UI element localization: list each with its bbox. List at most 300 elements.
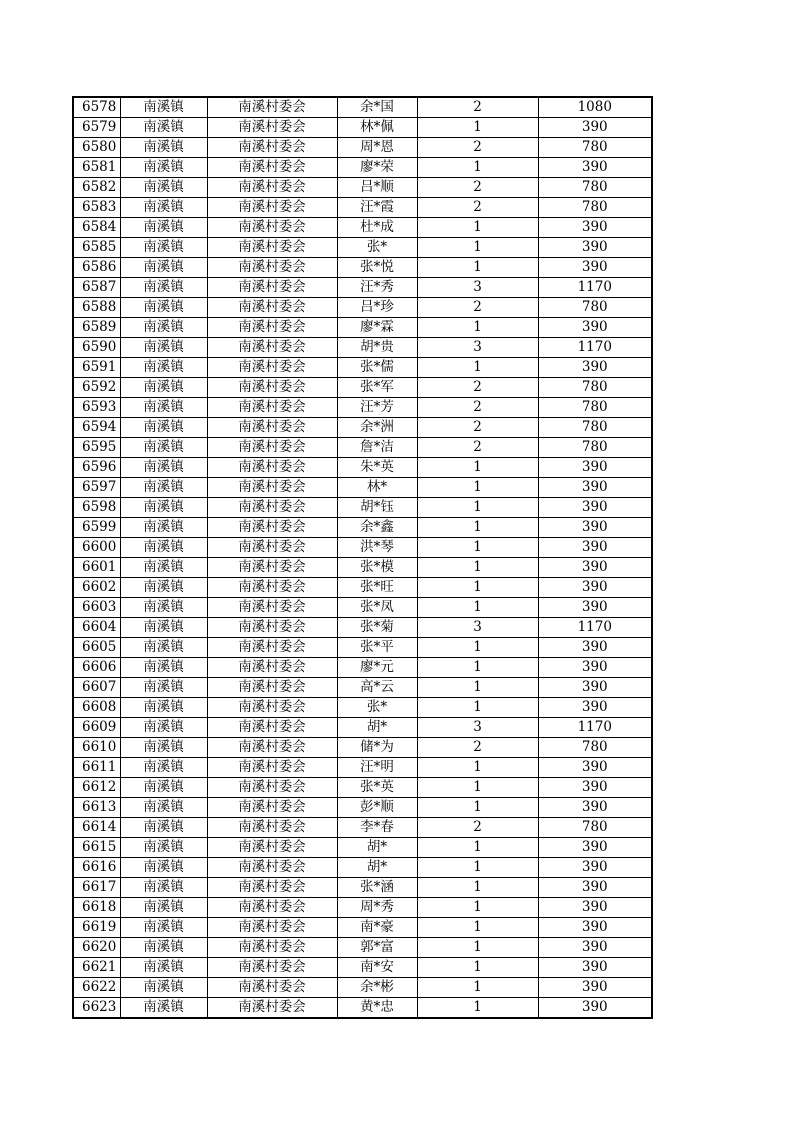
town-cell: 南溪镇 [120,938,207,958]
household-size-cell: 1 [417,898,538,918]
town-cell: 南溪镇 [120,478,207,498]
amount-cell: 390 [538,658,652,678]
amount-cell: 390 [538,518,652,538]
table-row [73,798,652,818]
table-row [73,478,652,498]
amount-cell: 780 [538,438,652,458]
name-cell: 张*凤 [337,598,417,618]
table-row [73,178,652,198]
amount-cell: 390 [538,118,652,138]
name-cell: 汪*霞 [337,198,417,218]
name-cell: 汪*秀 [337,278,417,298]
village-committee-cell: 南溪村委会 [207,398,337,418]
town-cell: 南溪镇 [120,438,207,458]
row-number-cell: 6608 [73,698,120,718]
amount-cell: 1080 [538,97,652,118]
amount-cell: 390 [538,218,652,238]
amount-cell: 390 [538,898,652,918]
row-number-cell: 6586 [73,258,120,278]
table-row [73,758,652,778]
row-number-cell: 6603 [73,598,120,618]
row-number-cell: 6593 [73,398,120,418]
name-cell: 胡* [337,858,417,878]
row-number-cell: 6609 [73,718,120,738]
name-cell: 汪*芳 [337,398,417,418]
name-cell: 张*平 [337,638,417,658]
amount-cell: 780 [538,178,652,198]
name-cell: 吕*顺 [337,178,417,198]
name-cell: 张* [337,238,417,258]
row-number-cell: 6589 [73,318,120,338]
village-committee-cell: 南溪村委会 [207,658,337,678]
row-number-cell: 6611 [73,758,120,778]
household-size-cell: 2 [417,818,538,838]
village-committee-cell: 南溪村委会 [207,778,337,798]
table-row [73,138,652,158]
town-cell: 南溪镇 [120,658,207,678]
row-number-cell: 6620 [73,938,120,958]
town-cell: 南溪镇 [120,998,207,1019]
amount-cell: 390 [538,778,652,798]
town-cell: 南溪镇 [120,378,207,398]
town-cell: 南溪镇 [120,718,207,738]
table-row [73,158,652,178]
household-size-cell: 1 [417,458,538,478]
table-row [73,358,652,378]
name-cell: 彭*顺 [337,798,417,818]
town-cell: 南溪镇 [120,798,207,818]
name-cell: 杜*成 [337,218,417,238]
amount-cell: 390 [538,958,652,978]
household-size-cell: 3 [417,278,538,298]
town-cell: 南溪镇 [120,778,207,798]
town-cell: 南溪镇 [120,238,207,258]
village-committee-cell: 南溪村委会 [207,538,337,558]
amount-cell: 390 [538,698,652,718]
name-cell: 胡*钰 [337,498,417,518]
town-cell: 南溪镇 [120,898,207,918]
table-row [73,658,652,678]
row-number-cell: 6587 [73,278,120,298]
row-number-cell: 6617 [73,878,120,898]
village-committee-cell: 南溪村委会 [207,758,337,778]
household-size-cell: 2 [417,418,538,438]
village-committee-cell: 南溪村委会 [207,838,337,858]
row-number-cell: 6613 [73,798,120,818]
row-number-cell: 6583 [73,198,120,218]
table-row [73,278,652,298]
name-cell: 张* [337,698,417,718]
row-number-cell: 6606 [73,658,120,678]
row-number-cell: 6600 [73,538,120,558]
household-size-cell: 2 [417,738,538,758]
name-cell: 詹*洁 [337,438,417,458]
town-cell: 南溪镇 [120,398,207,418]
village-committee-cell: 南溪村委会 [207,438,337,458]
village-committee-cell: 南溪村委会 [207,738,337,758]
amount-cell: 780 [538,138,652,158]
name-cell: 郭*富 [337,938,417,958]
household-size-cell: 1 [417,938,538,958]
town-cell: 南溪镇 [120,698,207,718]
household-size-cell: 1 [417,598,538,618]
row-number-cell: 6595 [73,438,120,458]
town-cell: 南溪镇 [120,538,207,558]
row-number-cell: 6579 [73,118,120,138]
name-cell: 南*安 [337,958,417,978]
row-number-cell: 6581 [73,158,120,178]
table-row [73,258,652,278]
amount-cell: 1170 [538,338,652,358]
amount-cell: 780 [538,378,652,398]
amount-cell: 390 [538,478,652,498]
name-cell: 张*儒 [337,358,417,378]
table-row [73,97,652,118]
table-row [73,738,652,758]
name-cell: 胡* [337,838,417,858]
household-size-cell: 1 [417,218,538,238]
table-row [73,778,652,798]
row-number-cell: 6598 [73,498,120,518]
name-cell: 余*洲 [337,418,417,438]
household-size-cell: 2 [417,178,538,198]
town-cell: 南溪镇 [120,598,207,618]
household-size-cell: 1 [417,778,538,798]
household-size-cell: 1 [417,858,538,878]
name-cell: 余*彬 [337,978,417,998]
amount-cell: 390 [538,978,652,998]
village-committee-cell: 南溪村委会 [207,978,337,998]
row-number-cell: 6590 [73,338,120,358]
town-cell: 南溪镇 [120,858,207,878]
table-row [73,238,652,258]
name-cell: 朱*英 [337,458,417,478]
household-size-cell: 1 [417,798,538,818]
name-cell: 余*国 [337,97,417,118]
household-size-cell: 1 [417,998,538,1019]
village-committee-cell: 南溪村委会 [207,258,337,278]
town-cell: 南溪镇 [120,498,207,518]
row-number-cell: 6594 [73,418,120,438]
village-committee-cell: 南溪村委会 [207,638,337,658]
amount-cell: 390 [538,578,652,598]
town-cell: 南溪镇 [120,678,207,698]
name-cell: 张*悦 [337,258,417,278]
household-size-cell: 1 [417,638,538,658]
row-number-cell: 6591 [73,358,120,378]
village-committee-cell: 南溪村委会 [207,918,337,938]
name-cell: 胡*贵 [337,338,417,358]
household-size-cell: 1 [417,978,538,998]
village-committee-cell: 南溪村委会 [207,218,337,238]
table-row [73,638,652,658]
town-cell: 南溪镇 [120,338,207,358]
table-row [73,958,652,978]
amount-cell: 390 [538,538,652,558]
name-cell: 李*春 [337,818,417,838]
household-size-cell: 2 [417,138,538,158]
table-row [73,498,652,518]
town-cell: 南溪镇 [120,558,207,578]
amount-cell: 390 [538,678,652,698]
village-committee-cell: 南溪村委会 [207,518,337,538]
name-cell: 高*云 [337,678,417,698]
town-cell: 南溪镇 [120,358,207,378]
town-cell: 南溪镇 [120,878,207,898]
town-cell: 南溪镇 [120,758,207,778]
table-row [73,718,652,738]
household-size-cell: 2 [417,97,538,118]
row-number-cell: 6618 [73,898,120,918]
household-size-cell: 1 [417,538,538,558]
table-row [73,418,652,438]
amount-cell: 780 [538,298,652,318]
town-cell: 南溪镇 [120,738,207,758]
table-row [73,878,652,898]
amount-cell: 780 [538,398,652,418]
name-cell: 张*英 [337,778,417,798]
amount-cell: 390 [538,558,652,578]
amount-cell: 390 [538,938,652,958]
table-row [73,438,652,458]
village-committee-cell: 南溪村委会 [207,858,337,878]
name-cell: 胡* [337,718,417,738]
amount-cell: 1170 [538,618,652,638]
amount-cell: 390 [538,878,652,898]
row-number-cell: 6585 [73,238,120,258]
table-row [73,678,652,698]
town-cell: 南溪镇 [120,458,207,478]
amount-cell: 390 [538,238,652,258]
table-row [73,318,652,338]
household-size-cell: 3 [417,618,538,638]
table-row [73,558,652,578]
row-number-cell: 6599 [73,518,120,538]
village-committee-cell: 南溪村委会 [207,598,337,618]
name-cell: 黄*忠 [337,998,417,1019]
household-size-cell: 3 [417,338,538,358]
town-cell: 南溪镇 [120,518,207,538]
table-row [73,618,652,638]
row-number-cell: 6615 [73,838,120,858]
amount-cell: 780 [538,738,652,758]
village-committee-cell: 南溪村委会 [207,618,337,638]
village-committee-cell: 南溪村委会 [207,338,337,358]
household-size-cell: 1 [417,318,538,338]
name-cell: 廖*荣 [337,158,417,178]
household-size-cell: 1 [417,658,538,678]
table-row [73,458,652,478]
village-committee-cell: 南溪村委会 [207,138,337,158]
amount-cell: 780 [538,418,652,438]
name-cell: 余*鑫 [337,518,417,538]
name-cell: 洪*琴 [337,538,417,558]
town-cell: 南溪镇 [120,978,207,998]
town-cell: 南溪镇 [120,138,207,158]
village-committee-cell: 南溪村委会 [207,558,337,578]
row-number-cell: 6619 [73,918,120,938]
town-cell: 南溪镇 [120,97,207,118]
village-committee-cell: 南溪村委会 [207,198,337,218]
village-committee-cell: 南溪村委会 [207,158,337,178]
town-cell: 南溪镇 [120,318,207,338]
village-committee-cell: 南溪村委会 [207,478,337,498]
household-size-cell: 1 [417,958,538,978]
household-size-cell: 1 [417,578,538,598]
town-cell: 南溪镇 [120,298,207,318]
amount-cell: 390 [538,458,652,478]
household-size-cell: 1 [417,358,538,378]
town-cell: 南溪镇 [120,838,207,858]
household-subsidy-table [72,96,653,1019]
amount-cell: 390 [538,158,652,178]
village-committee-cell: 南溪村委会 [207,178,337,198]
row-number-cell: 6614 [73,818,120,838]
village-committee-cell: 南溪村委会 [207,418,337,438]
town-cell: 南溪镇 [120,278,207,298]
household-size-cell: 2 [417,378,538,398]
name-cell: 南*豪 [337,918,417,938]
amount-cell: 390 [538,358,652,378]
amount-cell: 390 [538,318,652,338]
village-committee-cell: 南溪村委会 [207,458,337,478]
table-row [73,398,652,418]
name-cell: 汪*明 [337,758,417,778]
village-committee-cell: 南溪村委会 [207,118,337,138]
village-committee-cell: 南溪村委会 [207,938,337,958]
table-row [73,898,652,918]
table-row [73,298,652,318]
row-number-cell: 6597 [73,478,120,498]
household-size-cell: 1 [417,758,538,778]
row-number-cell: 6582 [73,178,120,198]
village-committee-cell: 南溪村委会 [207,378,337,398]
name-cell: 林*佩 [337,118,417,138]
household-size-cell: 1 [417,238,538,258]
name-cell: 张*涵 [337,878,417,898]
village-committee-cell: 南溪村委会 [207,818,337,838]
table-row [73,998,652,1019]
table-row [73,198,652,218]
village-committee-cell: 南溪村委会 [207,97,337,118]
village-committee-cell: 南溪村委会 [207,358,337,378]
row-number-cell: 6601 [73,558,120,578]
village-committee-cell: 南溪村委会 [207,878,337,898]
table-row [73,698,652,718]
row-number-cell: 6612 [73,778,120,798]
household-size-cell: 2 [417,438,538,458]
amount-cell: 1170 [538,718,652,738]
village-committee-cell: 南溪村委会 [207,678,337,698]
household-size-cell: 1 [417,478,538,498]
name-cell: 张*菊 [337,618,417,638]
village-committee-cell: 南溪村委会 [207,278,337,298]
town-cell: 南溪镇 [120,118,207,138]
table-row [73,938,652,958]
row-number-cell: 6607 [73,678,120,698]
town-cell: 南溪镇 [120,918,207,938]
household-size-cell: 1 [417,258,538,278]
row-number-cell: 6584 [73,218,120,238]
household-size-cell: 1 [417,118,538,138]
amount-cell: 390 [538,638,652,658]
village-committee-cell: 南溪村委会 [207,498,337,518]
village-committee-cell: 南溪村委会 [207,718,337,738]
row-number-cell: 6596 [73,458,120,478]
village-committee-cell: 南溪村委会 [207,578,337,598]
table-row [73,578,652,598]
row-number-cell: 6621 [73,958,120,978]
row-number-cell: 6588 [73,298,120,318]
table-row [73,818,652,838]
amount-cell: 390 [538,918,652,938]
name-cell: 吕*珍 [337,298,417,318]
household-size-cell: 3 [417,718,538,738]
row-number-cell: 6580 [73,138,120,158]
household-size-cell: 1 [417,558,538,578]
village-committee-cell: 南溪村委会 [207,898,337,918]
table-row [73,918,652,938]
table-row [73,978,652,998]
row-number-cell: 6623 [73,998,120,1019]
village-committee-cell: 南溪村委会 [207,238,337,258]
town-cell: 南溪镇 [120,158,207,178]
table-row [73,838,652,858]
village-committee-cell: 南溪村委会 [207,798,337,818]
amount-cell: 780 [538,818,652,838]
village-committee-cell: 南溪村委会 [207,698,337,718]
amount-cell: 390 [538,838,652,858]
amount-cell: 390 [538,598,652,618]
household-size-cell: 1 [417,158,538,178]
amount-cell: 390 [538,258,652,278]
town-cell: 南溪镇 [120,578,207,598]
amount-cell: 390 [538,758,652,778]
name-cell: 储*为 [337,738,417,758]
town-cell: 南溪镇 [120,178,207,198]
row-number-cell: 6604 [73,618,120,638]
row-number-cell: 6578 [73,97,120,118]
household-size-cell: 1 [417,518,538,538]
town-cell: 南溪镇 [120,218,207,238]
amount-cell: 390 [538,798,652,818]
household-size-cell: 1 [417,838,538,858]
table-row [73,338,652,358]
amount-cell: 390 [538,998,652,1019]
name-cell: 林* [337,478,417,498]
name-cell: 张*军 [337,378,417,398]
row-number-cell: 6610 [73,738,120,758]
name-cell: 张*模 [337,558,417,578]
table-row [73,858,652,878]
village-committee-cell: 南溪村委会 [207,958,337,978]
village-committee-cell: 南溪村委会 [207,318,337,338]
name-cell: 周*恩 [337,138,417,158]
amount-cell: 390 [538,498,652,518]
household-size-cell: 1 [417,698,538,718]
row-number-cell: 6605 [73,638,120,658]
household-size-cell: 2 [417,398,538,418]
village-committee-cell: 南溪村委会 [207,298,337,318]
name-cell: 廖*霖 [337,318,417,338]
town-cell: 南溪镇 [120,618,207,638]
household-size-cell: 1 [417,918,538,938]
village-committee-cell: 南溪村委会 [207,998,337,1019]
household-size-cell: 1 [417,498,538,518]
household-size-cell: 1 [417,878,538,898]
amount-cell: 1170 [538,278,652,298]
name-cell: 张*旺 [337,578,417,598]
